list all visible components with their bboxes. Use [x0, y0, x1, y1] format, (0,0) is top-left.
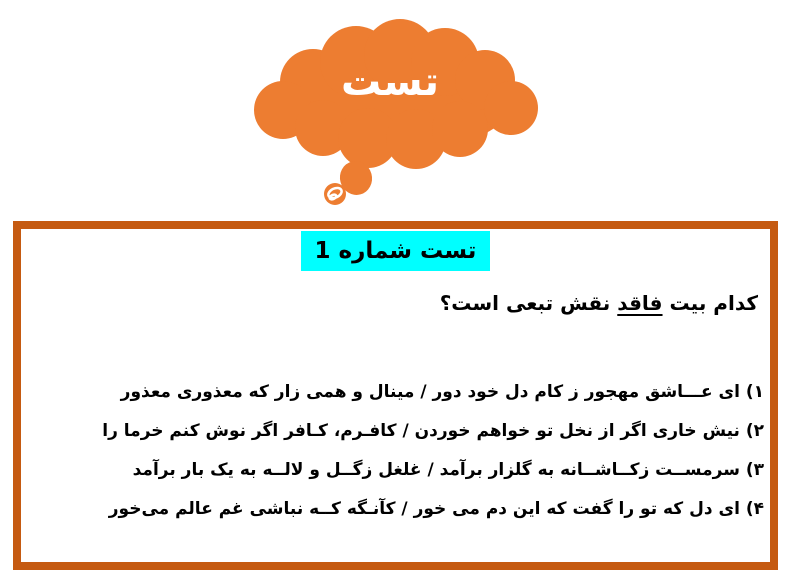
option-1: ۱) ای عـــاشق مهجور ز کام دل خود دور / مینال و همی زار که معذوری معذور	[120, 382, 764, 402]
option-4: ۴) ای دل که تو را گفت که این دم می خور / کآنـگه کــه نباشی غم عالم می‌خور	[108, 499, 764, 519]
question-suffix: نقش تبعی است؟	[439, 291, 618, 315]
thought-bubble-graphic	[238, 10, 558, 220]
option-2: ۲) نیش خاری اگر از نخل تو خواهم خوردن / کافـرم، کـافر اگر نوش کنم خرما را	[102, 421, 764, 441]
option-3: ۳) سرمســت زکــاشــانه به گلزار برآمد / غلغل زگــل و لالــه به یک بار برآمد	[132, 460, 764, 480]
question-line	[21, 291, 770, 315]
question-prefix: کدام بیت	[662, 291, 758, 315]
test-number-title: تست شماره 1	[301, 231, 491, 271]
cloud-shape	[254, 19, 538, 205]
question-underlined-word: فاقد	[617, 291, 663, 315]
options-list	[21, 373, 770, 529]
cloud-label: تست	[340, 59, 440, 105]
test-panel	[13, 221, 778, 570]
title-row	[21, 231, 770, 271]
